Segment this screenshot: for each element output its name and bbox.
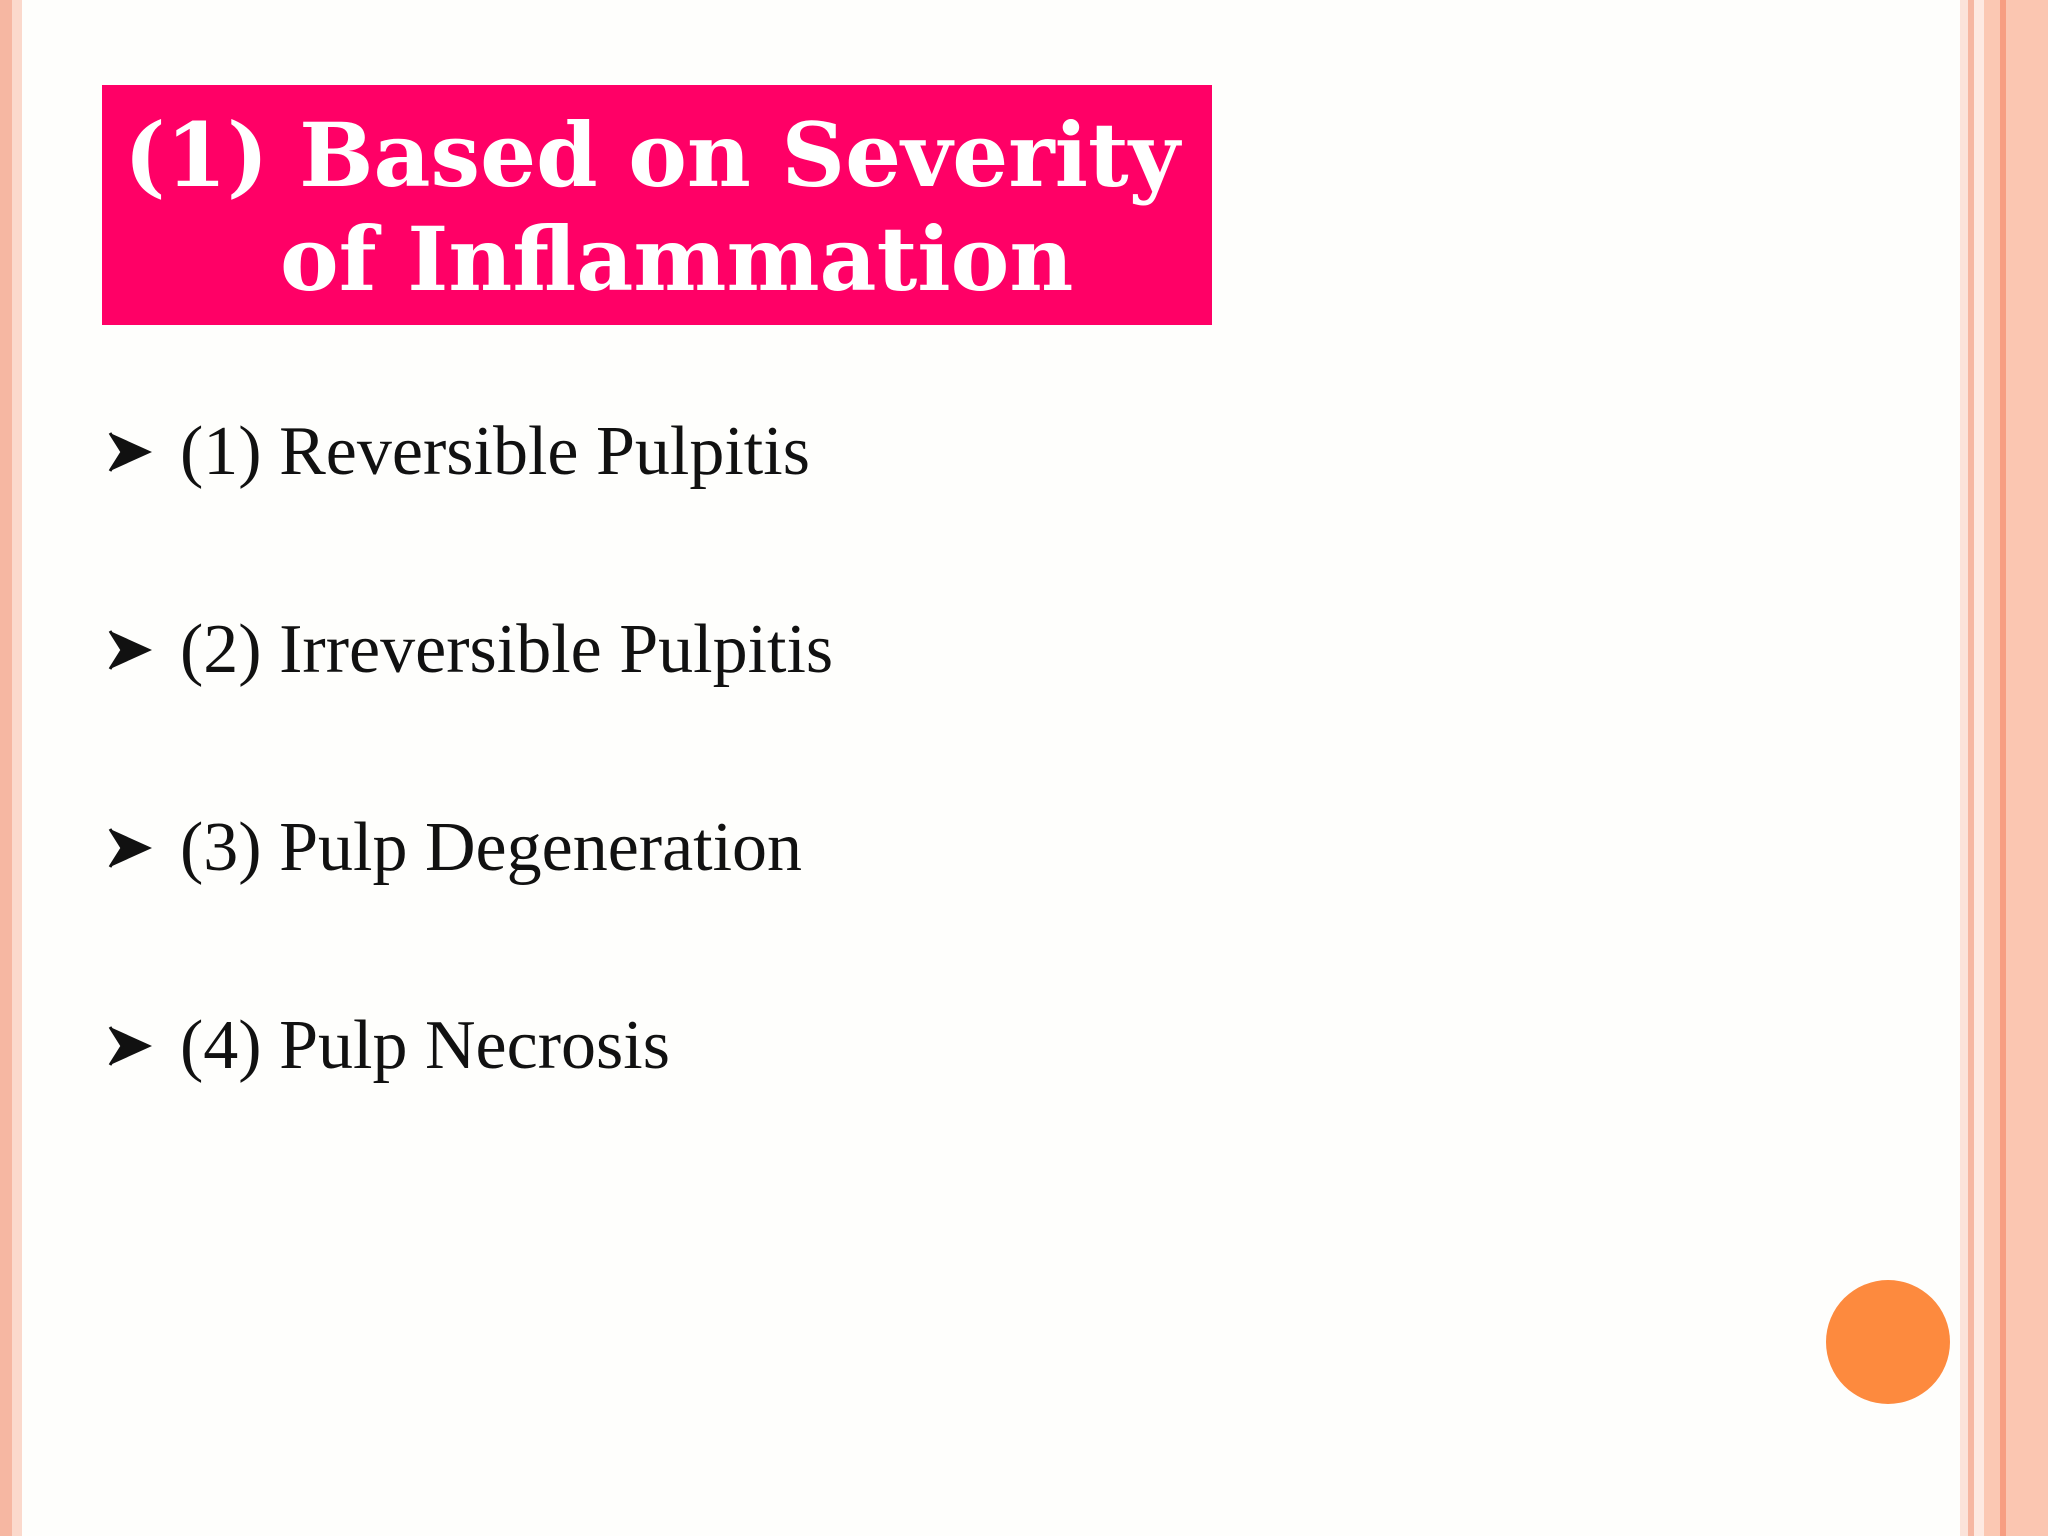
list-item (108, 806, 833, 1004)
bullet-list (108, 410, 833, 1202)
left-border-decoration (0, 0, 22, 1536)
list-item (108, 608, 833, 806)
arrowhead-bullet-icon (108, 410, 180, 494)
title-line-1: (1) Based on Severity (124, 103, 1180, 207)
orange-circle-decoration (1826, 1280, 1950, 1404)
title-line-2: of Inflammation (280, 207, 1074, 311)
bullet-text: (3) Pulp Degeneration (180, 809, 803, 886)
arrowhead-bullet-icon (108, 1004, 180, 1088)
bullet-text: (2) Irreversible Pulpitis (180, 611, 834, 688)
list-item (108, 410, 833, 608)
arrowhead-bullet-icon (108, 608, 180, 692)
slide-title (102, 85, 1212, 325)
right-border-stripes (1960, 0, 2048, 1536)
bullet-text: (4) Pulp Necrosis (180, 1007, 670, 1084)
list-item (108, 1004, 833, 1202)
bullet-text: (1) Reversible Pulpitis (180, 413, 810, 490)
arrowhead-bullet-icon (108, 806, 180, 890)
